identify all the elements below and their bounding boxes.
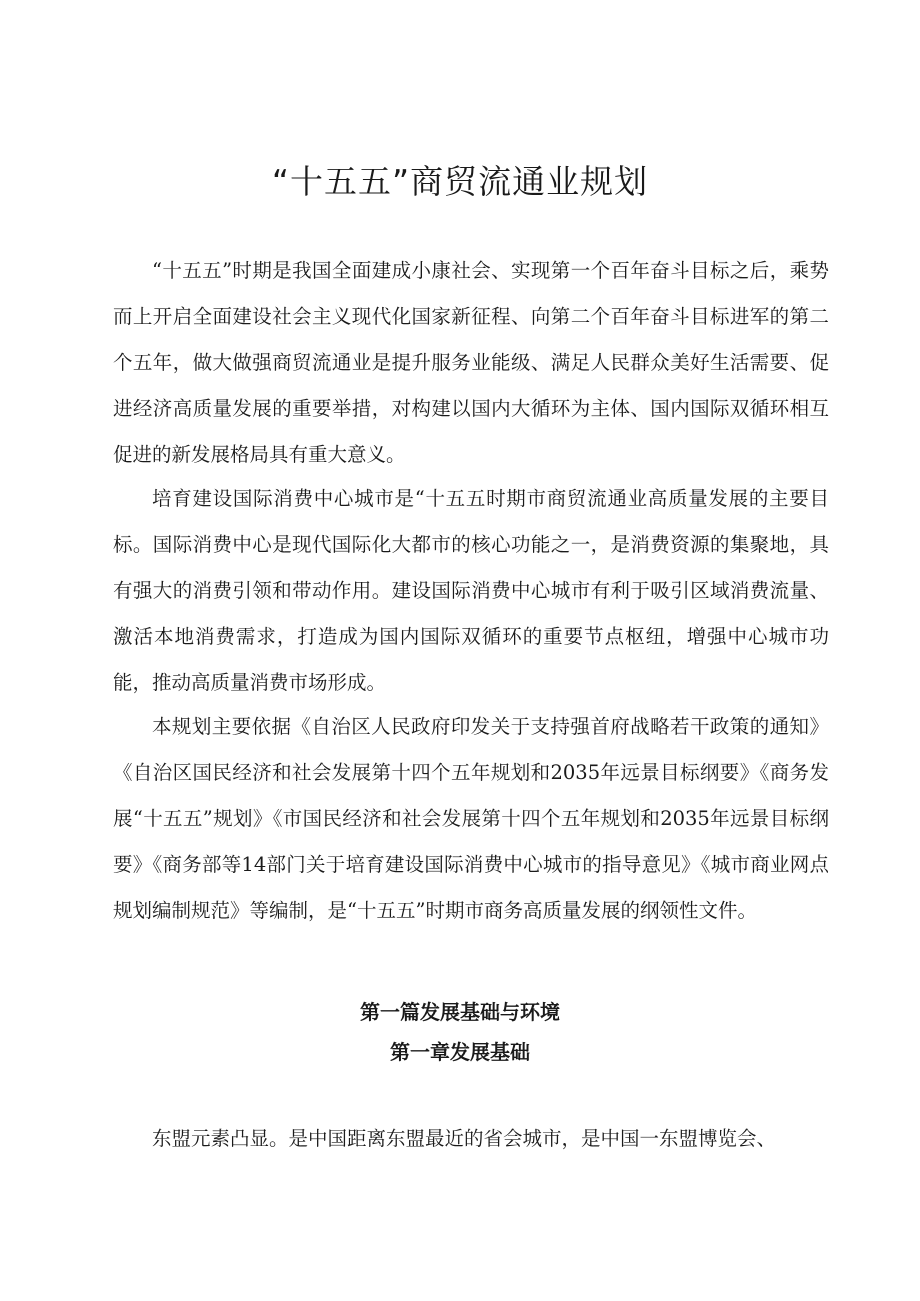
asean-paragraph: 东盟元素凸显。是中国距离东盟最近的省会城市，是中国一东盟博览会、 bbox=[152, 1127, 777, 1150]
document-title: “十五五”商贸流通业规划 bbox=[271, 162, 649, 201]
part-heading: 第一篇发展基础与环境 bbox=[360, 1000, 560, 1024]
basis-paragraph: 本规划主要依据《自治区人民政府印发关于支持强首府战略若干政策的通知》《自治区国民经济和社会发展第十四个五年规划和2035年远景目标纲要》《商务发展“十五五”规划》《市国民经济和社会发展第十四个五年规划和2035年远景目标纲要》《商务部等14部门关于培育建设国际消费中心城市的指导意见》《城市商业网点规划编制规范》等编制，是“十五五”时期市商务高质量发展的纲领性文件。 bbox=[113, 715, 829, 922]
chapter-heading: 第一章发展基础 bbox=[390, 1040, 530, 1064]
consumption-center-paragraph: 培育建设国际消费中心城市是“十五五时期市商贸流通业高质量发展的主要目标。国际消费中心是现代国际化大都市的核心功能之一，是消费资源的集聚地，具有强大的消费引领和带动作用。建设国际消费中心城市有利于吸引区域消费流量、激活本地消费需求，打造成为国内国际双循环的重要节点枢纽，增强中心城市功能，推动高质量消费市场形成。 bbox=[113, 487, 829, 694]
intro-paragraph: “十五五”时期是我国全面建成小康社会、实现第一个百年奋斗目标之后，乘势而上开启全面建设社会主义现代化国家新征程、向第二个百年奋斗目标进军的第二个五年，做大做强商贸流通业是提升服务业能级、满足人民群众美好生活需要、促进经济高质量发展的重要举措，对构建以国内大循环为主体、国内国际双循环相互促进的新发展格局具有重大意义。 bbox=[113, 259, 829, 466]
